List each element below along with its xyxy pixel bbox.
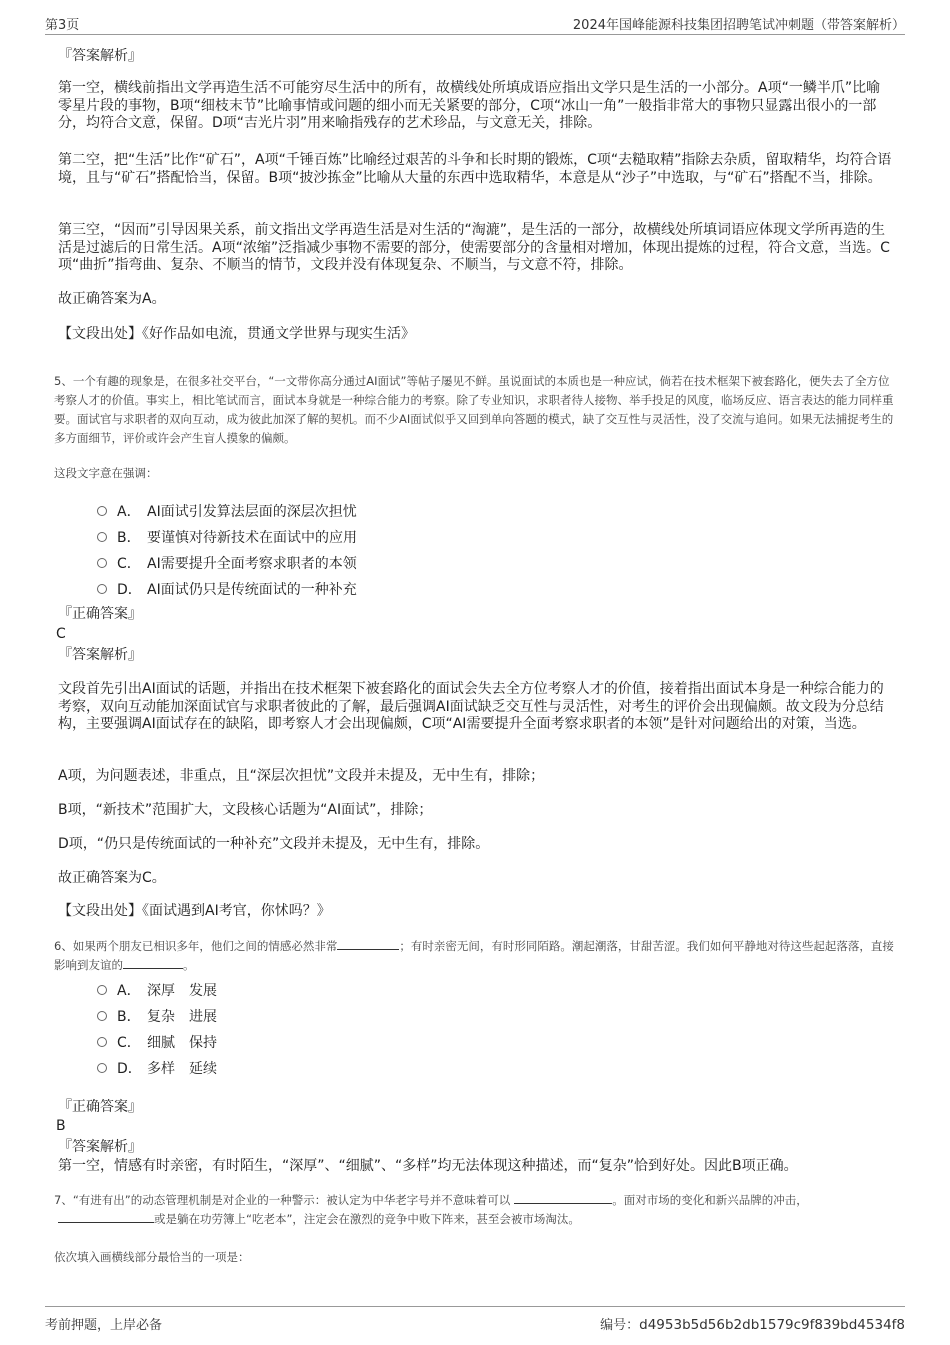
q7-blank-2 — [58, 1210, 154, 1223]
option-key: A． — [117, 983, 141, 999]
footer-slogan: 考前押题，上岸必备 — [45, 1318, 163, 1333]
q6-blank-1 — [337, 937, 399, 950]
radio-button[interactable] — [97, 506, 107, 516]
q5-analysis-para-3: B项，“新技术”范围扩大，文段核心话题为“AI面试”，排除； — [58, 802, 433, 818]
option-key: C． — [117, 1035, 141, 1051]
q5-conclusion: 故正确答案为C。 — [58, 870, 166, 886]
option-word-1: 复杂 — [147, 1009, 175, 1025]
q4-analysis-para-2: 第二空，把“生活”比作“矿石”，A项“千锤百炼”比喻经过艰苦的斗争和长时期的锻炼，C项“去糙取精”指除去杂质，留取精华，均符合语境，且与“矿石”搭配恰当，保留。B项“披沙拣金”比喻从大量的东西中选取精华，本意是从“沙子”中选取，与“矿石”搭配不当，排除。 — [58, 152, 892, 186]
page-header — [45, 12, 905, 35]
q5-answer: C — [56, 626, 66, 642]
option-key: B． — [117, 530, 141, 546]
option-text: AI面试引发算法层面的深层次担忧 — [147, 504, 357, 520]
q5-source: 【文段出处】《面试遇到AI考官，你怵吗？》 — [58, 903, 331, 919]
option-word-2: 进展 — [189, 1009, 217, 1025]
option-text: 要谨慎对待新技术在面试中的应用 — [147, 530, 357, 546]
page-number: 第3页 — [45, 18, 80, 33]
q7-stem-part-1: 7、“有进有出”的动态管理机制是对企业的一种警示：被认定为中华老字号并不意味着可以 — [54, 1193, 511, 1207]
q7-blank-1 — [514, 1191, 612, 1204]
q7-stem — [54, 1191, 899, 1229]
q5-analysis-para-2: A项，为问题表述，非重点，且“深层次担忧”文段并未提及，无中生有，排除； — [58, 768, 545, 784]
radio-button[interactable] — [97, 532, 107, 542]
radio-button[interactable] — [97, 584, 107, 594]
option-word-1: 细腻 — [147, 1035, 175, 1051]
q4-source: 【文段出处】《好作品如电流，贯通文学世界与现实生活》 — [58, 326, 415, 342]
option-word-2: 发展 — [189, 983, 217, 999]
q6-answer-label: 『正确答案』 — [58, 1099, 142, 1115]
q4-conclusion: 故正确答案为A。 — [58, 291, 166, 307]
option-key: D． — [117, 582, 142, 598]
q6-answer: B — [56, 1118, 66, 1134]
q6-option-a[interactable] — [97, 980, 217, 1000]
q6-blank-2 — [123, 956, 183, 969]
q7-stem-part-2: 。面对市场的变化和新兴品牌的冲击， — [612, 1193, 808, 1207]
q6-stem-part-2: ；有时亲密无间，有时形同陌路。潮起潮落，甘甜苦涩。我们如何平静地对待这些起起落落，直接影响到友谊的 — [54, 939, 894, 972]
option-word-2: 延续 — [189, 1061, 217, 1077]
q6-option-b[interactable] — [97, 1006, 217, 1026]
q5-analysis-label: 『答案解析』 — [58, 647, 142, 663]
page-footer — [45, 1306, 905, 1337]
q6-option-d[interactable] — [97, 1058, 217, 1078]
document-title: 2024年国峰能源科技集团招聘笔试冲刺题（带答案解析） — [572, 18, 905, 33]
q5-answer-label: 『正确答案』 — [58, 606, 142, 622]
option-word-1: 深厚 — [147, 983, 175, 999]
option-word-1: 多样 — [147, 1061, 175, 1077]
radio-button[interactable] — [97, 1063, 107, 1073]
q5-option-d[interactable] — [97, 579, 357, 599]
q6-stem — [54, 937, 899, 975]
q7-stem-part-3: 或是躺在功劳簿上“吃老本”，注定会在激烈的竞争中败下阵来，甚至会被市场淘汰。 — [154, 1212, 580, 1226]
option-word-2: 保持 — [189, 1035, 217, 1051]
option-text: AI面试仍只是传统面试的一种补充 — [147, 582, 357, 598]
q5-stem: 5、一个有趣的现象是，在很多社交平台，“一文带你高分通过AI面试”等帖子屡见不鲜。虽说面试的本质也是一种应试，倘若在技术框架下被套路化，便失去了全方位考察人才的价值。事实上，相比笔试而言，面试本身就是一种综合能力的考察。除了专业知识，求职者待人接物、举手投足的风度，临场反应、语言表达的能力同样重要。面试官与求职者的双向互动，成为彼此加深了解的契机。而不少AI面试似乎又回到单向答题的模式，缺了交互性与灵活性，没了交流与追问。如果无法捕捉考生的多方面细节，评价或许会产生盲人摸象的偏颇。 — [54, 374, 894, 445]
document-code-value: d4953b5d56b2db1579c9f839bd4534f8 — [639, 1317, 905, 1333]
option-key: C． — [117, 556, 141, 572]
q5-option-b[interactable] — [97, 527, 357, 547]
q6-option-c[interactable] — [97, 1032, 217, 1052]
q6-stem-part-3: 。 — [183, 958, 195, 972]
document-code — [600, 1314, 905, 1333]
q6-analysis-label: 『答案解析』 — [58, 1139, 142, 1155]
q5-prompt: 这段文字意在强调： — [54, 466, 158, 480]
radio-button[interactable] — [97, 985, 107, 995]
radio-button[interactable] — [97, 558, 107, 568]
option-text: AI需要提升全面考察求职者的本领 — [147, 556, 357, 572]
q6-stem-part-1: 6、如果两个朋友已相识多年，他们之间的情感必然非常 — [54, 939, 338, 953]
q6-analysis-para-1: 第一空，情感有时亲密，有时陌生，“深厚”、“细腻”、“多样”均无法体现这种描述，而“复杂”恰到好处。因此B项正确。 — [58, 1158, 798, 1174]
radio-button[interactable] — [97, 1011, 107, 1021]
option-key: D． — [117, 1061, 142, 1077]
option-key: B． — [117, 1009, 141, 1025]
document-code-label: 编号： — [600, 1318, 640, 1333]
q7-prompt: 依次填入画横线部分最恰当的一项是： — [54, 1250, 250, 1264]
q4-analysis-label: 『答案解析』 — [58, 48, 142, 64]
q5-option-a[interactable] — [97, 501, 357, 521]
q5-analysis-para-4: D项，“仍只是传统面试的一种补充”文段并未提及，无中生有，排除。 — [58, 836, 490, 852]
q5-analysis-para-1: 文段首先引出AI面试的话题，并指出在技术框架下被套路化的面试会失去全方位考察人才的价值，接着指出面试本身是一种综合能力的考察，双向互动能加深面试官与求职者彼此的了解，最后强调AI面试缺乏交互性与灵活性，对考生的评价会出现偏颇。故文段为分总结构，主要强调AI面试存在的缺陷，即考察人才会出现偏颇，C项“AI需要提升全面考察求职者的本领”是针对问题给出的对策，当选。 — [58, 681, 884, 732]
q4-analysis-para-3: 第三空，“因而”引导因果关系，前文指出文学再造生活是对生活的“淘漉”，是生活的一部分，故横线处所填词语应体现文学所再造的生活是过滤后的日常生活。A项“浓缩”泛指减少事物不需要的部分，使需要部分的含量相对增加，体现出提炼的过程，符合文意，当选。C项“曲折”指弯曲、复杂、不顺当的情节，文段并没有体现复杂、不顺当，与文意不符，排除。 — [58, 222, 890, 273]
q5-option-c[interactable] — [97, 553, 357, 573]
q4-analysis-para-1: 第一空，横线前指出文学再造生活不可能穷尽生活中的所有，故横线处所填成语应指出文学只是生活的一小部分。A项“一鳞半爪”比喻零星片段的事物，B项“细枝末节”比喻事情或问题的细小而无关紧要的部分，C项“冰山一角”一般指非常大的事物只显露出很小的一部分，均符合文意，保留。D项“吉光片羽”用来喻指残存的艺术珍品，与文意无关，排除。 — [58, 80, 881, 131]
radio-button[interactable] — [97, 1037, 107, 1047]
option-key: A． — [117, 504, 141, 520]
